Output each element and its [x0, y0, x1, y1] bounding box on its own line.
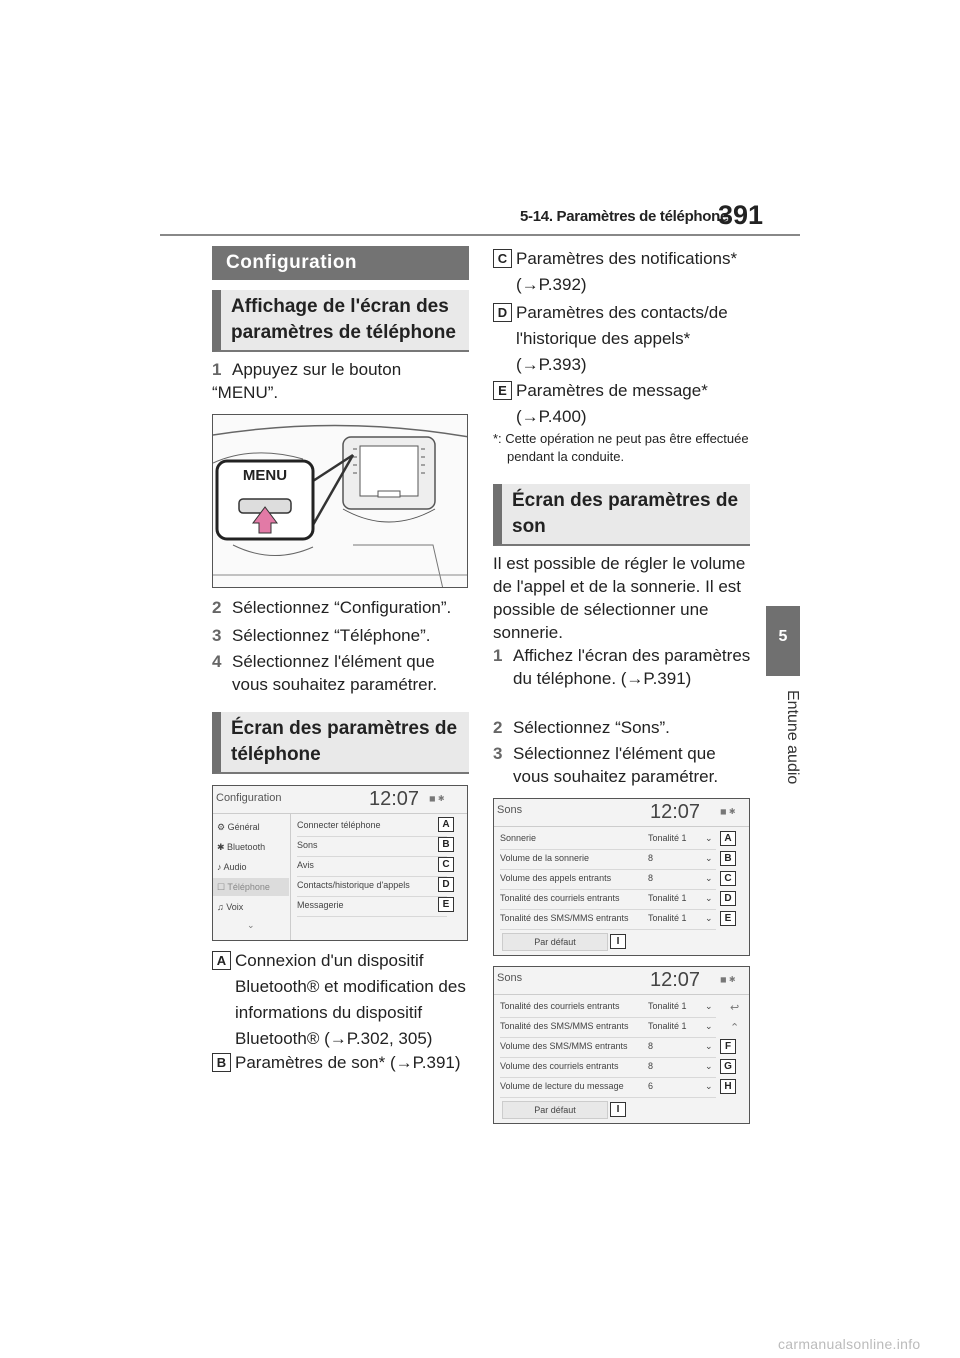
callout-label: I — [610, 934, 626, 949]
ref-text: Paramètres de message* (→P.400) — [516, 381, 708, 426]
callout-label: D — [438, 877, 454, 892]
status-icons: ◼ ✱ — [720, 975, 736, 984]
page-number: 391 — [718, 200, 764, 230]
callout-label: E — [720, 911, 736, 926]
menu-button-label: MENU — [242, 467, 288, 484]
screen-clock: 12:07 — [369, 788, 420, 810]
ref-label: A — [212, 951, 231, 970]
sound-row[interactable]: Tonalité des courriels entrants Tonalité 1 ⌄ — [500, 893, 716, 910]
step-r3 — [493, 742, 751, 788]
status-icons: ◼ ✱ — [720, 807, 736, 816]
step-number: 1 — [212, 360, 222, 379]
callout-label: C — [438, 857, 454, 872]
watermark: carmanualsonline.info — [778, 1336, 921, 1352]
side-item-phone[interactable]: ☐ Téléphone — [213, 878, 289, 896]
sound-row[interactable]: Volume de lecture du message 6 ⌄ — [500, 1081, 716, 1098]
sound-settings-screen-2 — [493, 966, 750, 1124]
step-text: Sélectionnez l'élément que vous souhaitez paramétrer. — [232, 652, 438, 694]
screen-title: Sons — [497, 972, 523, 984]
sound-row[interactable]: Tonalité des courriels entrants Tonalité 1 ⌄ — [500, 1001, 716, 1018]
dashboard-drawing-icon — [213, 415, 468, 588]
scroll-up-icon[interactable]: ⌃ — [730, 1022, 740, 1034]
ref-label: E — [493, 381, 512, 400]
ref-text: Paramètres des notifications* (→P.392) — [516, 249, 738, 294]
chapter-label: Entune audio — [784, 690, 801, 785]
side-item-audio[interactable]: ♪ Audio — [217, 862, 247, 872]
step-4 — [212, 650, 468, 696]
setting-notifications[interactable]: Avis — [297, 860, 447, 877]
main-heading: Configuration — [212, 246, 469, 280]
screen-title: Configuration — [216, 792, 282, 804]
step-text: Sélectionnez “Sons”. — [513, 718, 670, 737]
dashboard-illustration — [212, 414, 468, 588]
subheading-sound-screen: Écran des paramètres de son — [493, 484, 750, 546]
callout-label: C — [720, 871, 736, 886]
subheading-display: Affichage de l'écran des paramètres de téléphone — [212, 290, 469, 352]
back-icon[interactable]: ↩ — [730, 1002, 740, 1014]
callout-label: G — [720, 1059, 736, 1074]
ref-label: B — [212, 1053, 231, 1072]
ref-text: Connexion d'un dispositif Bluetooth® et modification des informations du dispositif Bluetooth® (→P.302, 305) — [235, 951, 466, 1048]
sound-row[interactable]: Tonalité des SMS/MMS entrants Tonalité 1 ⌄ — [500, 913, 716, 930]
step-number: 3 — [493, 744, 503, 763]
ref-e — [493, 378, 751, 430]
side-item-general[interactable]: ⚙ Général — [217, 822, 260, 832]
sound-row[interactable]: Sonnerie Tonalité 1 ⌄ — [500, 833, 716, 850]
default-button[interactable]: Par défaut — [502, 933, 608, 951]
screen-title: Sons — [497, 804, 523, 816]
screen-divider — [494, 826, 750, 827]
subheading-phone-screen: Écran des paramètres de téléphone — [212, 712, 469, 774]
header-rule — [160, 234, 800, 236]
callout-label: F — [720, 1039, 736, 1054]
step-number: 2 — [212, 598, 222, 617]
chapter-number: 5 — [778, 628, 788, 645]
step-text: Appuyez sur le bouton “MENU”. — [212, 360, 402, 402]
screen-clock: 12:07 — [650, 969, 701, 991]
footnote: *: Cette opération ne peut pas être effectuée pendant la conduite. — [493, 431, 749, 464]
step-number: 2 — [493, 718, 503, 737]
section-title: 5-14. Paramètres de téléphone — [520, 208, 729, 225]
screen-divider — [213, 813, 468, 814]
step-1 — [212, 358, 462, 404]
setting-contacts[interactable]: Contacts/historique d'appels — [297, 880, 447, 897]
step-number: 4 — [212, 652, 222, 671]
step-r2 — [493, 716, 751, 739]
step-text: Affichez l'écran des paramètres du téléphone. (→P.391) — [513, 646, 751, 688]
step-text: Sélectionnez “Téléphone”. — [232, 626, 431, 645]
side-item-voice[interactable]: ♫ Voix — [217, 902, 244, 912]
sound-row[interactable]: Volume de la sonnerie 8 ⌄ — [500, 853, 716, 870]
step-text: Sélectionnez “Configuration”. — [232, 598, 452, 617]
default-button[interactable]: Par défaut — [502, 1101, 608, 1119]
ref-c — [493, 246, 751, 298]
callout-label: H — [720, 1079, 736, 1094]
ref-label: C — [493, 249, 512, 268]
sound-row[interactable]: Volume des appels entrants 8 ⌄ — [500, 873, 716, 890]
sound-row[interactable]: Volume des SMS/MMS entrants 8 ⌄ — [500, 1041, 716, 1058]
sound-row[interactable]: Tonalité des SMS/MMS entrants Tonalité 1 ⌄ — [500, 1021, 716, 1038]
step-r1 — [493, 644, 751, 690]
step-text: Sélectionnez l'élément que vous souhaitez paramétrer. — [513, 744, 719, 786]
screen-divider — [494, 994, 750, 995]
callout-label: B — [720, 851, 736, 866]
step-number: 3 — [212, 626, 222, 645]
ref-text: Paramètres de son* (→P.391) — [235, 1053, 461, 1072]
sound-settings-screen-1 — [493, 798, 750, 956]
ref-a — [212, 948, 470, 1052]
step-number: 1 — [493, 646, 503, 665]
callout-label: D — [720, 891, 736, 906]
callout-label: I — [610, 1102, 626, 1117]
phone-settings-screen — [212, 785, 468, 941]
sound-row[interactable]: Volume des courriels entrants 8 ⌄ — [500, 1061, 716, 1078]
screen-clock: 12:07 — [650, 801, 701, 823]
callout-label: B — [438, 837, 454, 852]
ref-b — [212, 1050, 470, 1076]
side-item-bluetooth[interactable]: ✱ Bluetooth — [217, 842, 266, 852]
screen-split — [290, 814, 291, 941]
setting-messaging[interactable]: Messagerie — [297, 900, 447, 917]
callout-label: A — [720, 831, 736, 846]
callout-label: E — [438, 897, 454, 912]
intro-paragraph: Il est possible de régler le volume de l'appel et de la sonnerie. Il est possible de sélectionner une sonnerie. — [493, 554, 746, 642]
step-2 — [212, 596, 468, 619]
callout-label: A — [438, 817, 454, 832]
status-icons: ◼ ✱ — [429, 794, 445, 803]
ref-d — [493, 300, 751, 378]
ref-label: D — [493, 303, 512, 322]
scroll-down-icon[interactable]: ⌄ — [247, 920, 255, 930]
setting-sounds[interactable]: Sons — [297, 840, 447, 857]
setting-connect-phone[interactable]: Connecter téléphone — [297, 820, 447, 837]
step-3 — [212, 624, 468, 647]
ref-text: Paramètres des contacts/de l'historique des appels* (→P.393) — [516, 303, 728, 374]
